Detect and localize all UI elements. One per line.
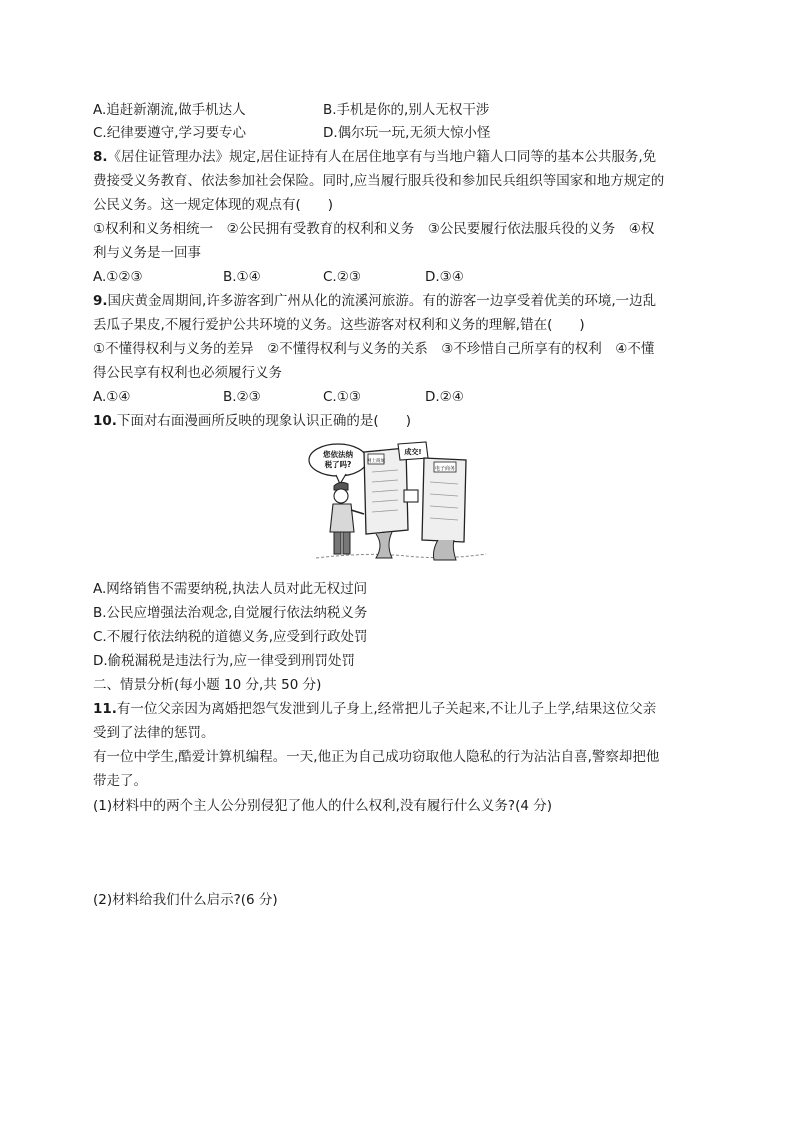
speech-bubble (309, 444, 367, 484)
q9-stem-line-2: 丢瓜子果皮,不履行爱护公共环境的义务。这些游客对权利和义务的理解,错在( ) (93, 317, 585, 333)
q10-number: 10. (93, 413, 117, 429)
q8-statement-line-2: 利与义务是一回事 (93, 245, 201, 261)
q11-material-line-2: 受到了法律的惩罚。 (93, 725, 215, 741)
q10-option-d: D.偷税漏税是违法行为,应一律受到刑罚处罚 (93, 653, 355, 669)
q11-number: 11. (93, 701, 117, 717)
q11-subquestion-1: (1)材料中的两个主人公分别侵犯了他人的什么权利,没有履行什么义务?(4 分) (93, 798, 552, 814)
q8-statement-line-1: ①权利和义务相统一 ②公民拥有受教育的权利和义务 ③公民要履行依法服兵役的义务 ④权 (93, 221, 655, 237)
q9-option-b: B.②③ (223, 389, 261, 405)
q10-option-c: C.不履行依法纳税的道德义务,应受到行政处罚 (93, 629, 368, 645)
q7-option-c: C.纪律要遵守,学习要专心 (93, 125, 247, 141)
q8-option-c: C.②③ (323, 269, 361, 285)
q8-stem-line-3: 公民义务。这一规定体现的观点有( ) (93, 197, 334, 213)
deal-bubble (398, 442, 428, 460)
ground-line (316, 554, 486, 558)
q9-option-c: C.①③ (323, 389, 361, 405)
package (404, 490, 418, 502)
speech-bubble-line-1: 您依法纳 (323, 450, 353, 459)
tax-cartoon-illustration (306, 440, 490, 564)
q10-stem: 10.下面对右面漫画所反映的现象认识正确的是( ) (93, 413, 411, 429)
q9-number: 9. (93, 293, 108, 309)
q11-material-line-1: 11.有一位父亲因为离婚把怨气发泄到儿子身上,经常把儿子关起来,不让儿子上学,结果这位父亲 (93, 701, 657, 717)
q8-option-b: B.①④ (223, 269, 261, 285)
speech-bubble-line-2: 税了吗? (324, 460, 352, 469)
q11-material-line-3: 有一位中学生,酷爱计算机编程。一天,他正为自己成功窃取他人隐私的行为沾沾自喜,警察却把他 (93, 749, 660, 765)
q7-option-b: B.手机是你的,别人无权干涉 (323, 102, 490, 118)
tax-officer-figure (330, 482, 364, 554)
q8-number: 8. (93, 149, 108, 165)
right-computer-screen (422, 458, 466, 560)
q7-option-a: A.追赶新潮流,做手机达人 (93, 102, 246, 118)
section-2-heading: 二、情景分析(每小题 10 分,共 50 分) (93, 677, 322, 693)
q10-option-b: B.公民应增强法治观念,自觉履行依法纳税义务 (93, 605, 368, 621)
deal-bubble-text: 成交! (404, 448, 422, 456)
q9-statement-line-2: 得公民享有权利也必须履行义务 (93, 365, 282, 381)
q9-statement-line-1: ①不懂得权利与义务的差异 ②不懂得权利与义务的关系 ③不珍惜自己所享有的权利 ④不懂 (93, 341, 655, 357)
left-screen-label: 网上商城 (367, 459, 385, 464)
q8-option-d: D.③④ (425, 269, 464, 285)
q8-stem-line-1: 8.《居住证管理办法》规定,居住证持有人在居住地享有与当地户籍人口同等的基本公共服务,免 (93, 149, 657, 165)
q8-stem-line-2: 费接受义务教育、依法参加社会保险。同时,应当履行服兵役和参加民兵组织等国家和地方规定的 (93, 173, 665, 189)
left-computer-screen (364, 448, 408, 558)
q11-subquestion-2: (2)材料给我们什么启示?(6 分) (93, 892, 278, 908)
q9-option-a: A.①④ (93, 389, 131, 405)
q11-material-line-4: 带走了。 (93, 773, 147, 789)
q8-option-a: A.①②③ (93, 269, 143, 285)
q10-option-a: A.网络销售不需要纳税,执法人员对此无权过问 (93, 581, 368, 597)
q7-option-d: D.偶尔玩一玩,无须大惊小怪 (323, 125, 491, 141)
q9-stem-line-1: 9.国庆黄金周期间,许多游客到广州从化的流溪河旅游。有的游客一边享受着优美的环境,一边乱 (93, 293, 657, 309)
right-screen-label: 电子商务 (434, 466, 456, 472)
q9-option-d: D.②④ (425, 389, 464, 405)
